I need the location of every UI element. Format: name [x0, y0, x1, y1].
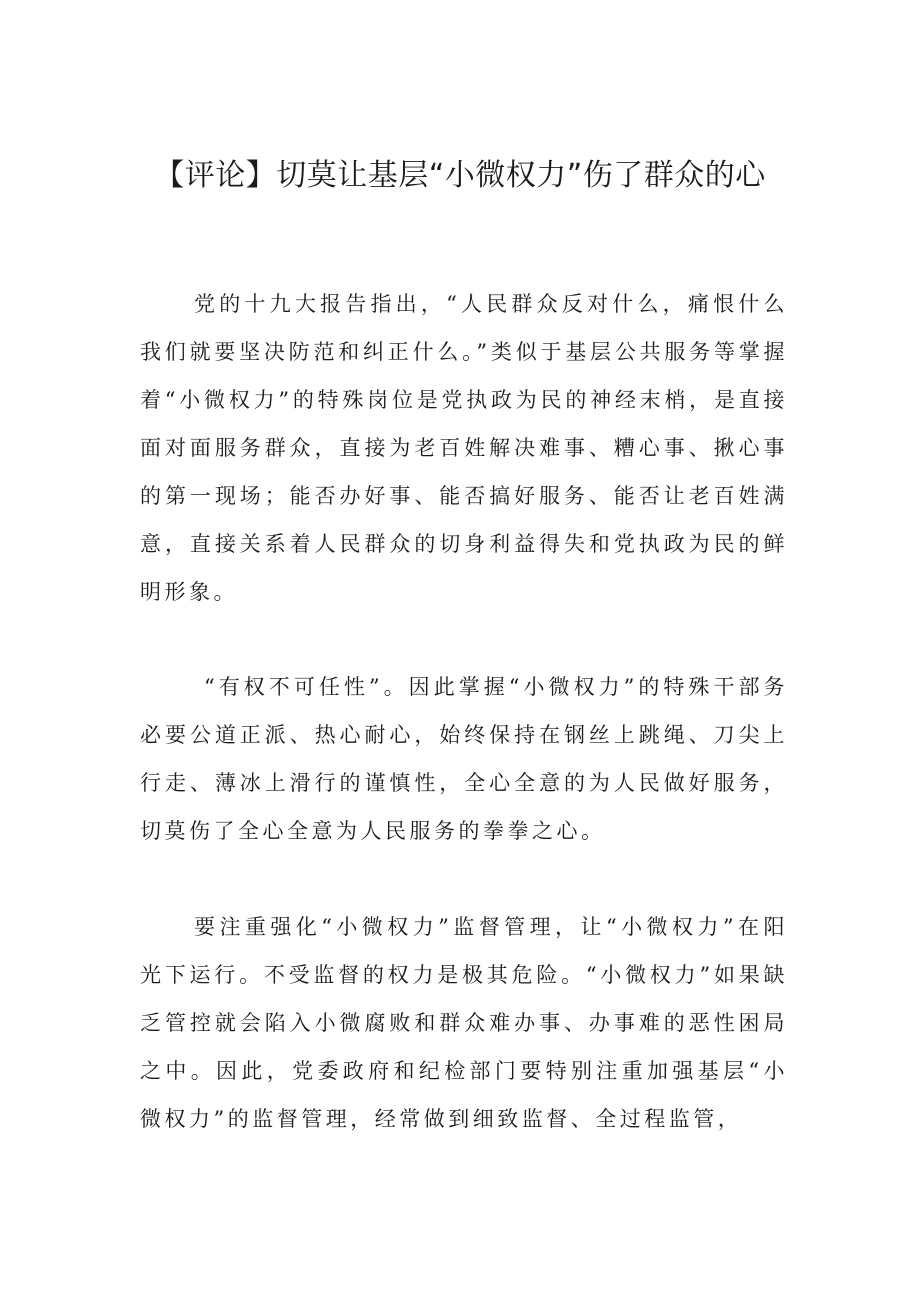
paragraph-2: “有权不可任性”。因此掌握“小微权力”的特殊干部务必要公道正派、热心耐心，始终保持在钢丝上跳绳、刀尖上行走、薄冰上滑行的谨慎性，全心全意的为人民做好服务，切莫伤了全心全意为人民服务的拳拳之心。 [140, 675, 788, 843]
paragraph-3: 要注重强化“小微权力”监督管理，让“小微权力”在阳光下运行。不受监督的权力是极其危险。“小微权力”如果缺乏管控就会陷入小微腐败和群众难办事、办事难的恶性困局之中。因此，党委政府和纪检部门要特别注重加强基层“小微权力”的监督管理，经常做到细致监督、全过程监管， [140, 915, 788, 1131]
paragraph-1: 党的十九大报告指出，“人民群众反对什么，痛恨什么我们就要坚决防范和纠正什么。”类似于基层公共服务等掌握着“小微权力”的特殊岗位是党执政为民的神经末梢，是直接面对面服务群众，直接为老百姓解决难事、糟心事、揪心事的第一现场；能否办好事、能否搞好服务、能否让老百姓满意，直接关系着人民群众的切身利益得失和党执政为民的鲜明形象。 [140, 292, 788, 604]
document-title: 【评论】切莫让基层“小微权力”伤了群众的心 [154, 158, 766, 193]
